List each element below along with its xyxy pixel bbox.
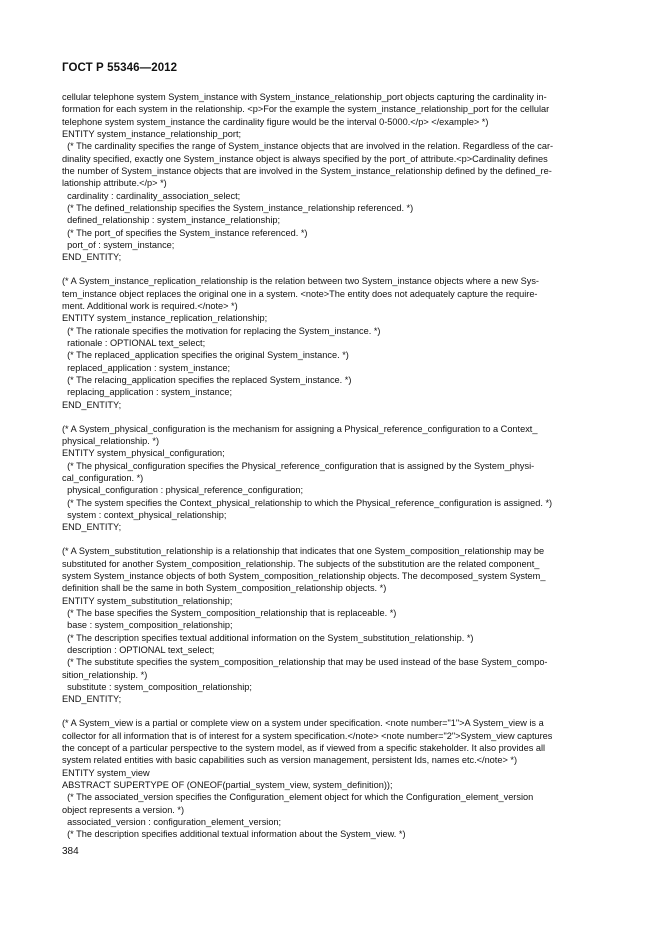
text-line: (* The associated_version specifies the Configuration_element object for which the Configuration_element_version bbox=[62, 792, 534, 803]
text-line: system System_instance objects of both System_composition_relationship objects. The decomposed_system System_ bbox=[62, 570, 546, 581]
text-line: collector for all information that is of interest for a system specification.</note> <note number="2">System_view captures bbox=[62, 730, 553, 741]
text-line: base : system_composition_relationship; bbox=[62, 620, 233, 631]
text-line: (* The system specifies the Context_physical_relationship to which the Physical_reference_configuration is assigned. *) bbox=[62, 497, 553, 508]
text-line: formation for each system in the relationship. <p>For the example the system_instance_relationship_port for the cellular bbox=[62, 104, 550, 115]
paragraph-gap bbox=[62, 706, 602, 718]
text-line: ENTITY system_instance_relationship_port; bbox=[62, 129, 242, 140]
text-line: ENTITY system_physical_configuration; bbox=[62, 448, 225, 459]
text-line: (* The description specifies textual additional information on the System_substitution_relationship. *) bbox=[62, 632, 474, 643]
text-line: substituted for another System_composition_relationship. The subjects of the substitution are the related component_ bbox=[62, 558, 540, 569]
paragraph-gap bbox=[62, 411, 602, 423]
entity-block bbox=[62, 275, 602, 411]
text-line: (* The base specifies the System_composition_relationship that is replaceable. *) bbox=[62, 607, 397, 618]
paragraph-gap bbox=[62, 264, 602, 276]
text-line: ment. Additional work is required.</note> *) bbox=[62, 301, 238, 311]
text-line: description : OPTIONAL text_select; bbox=[62, 644, 215, 655]
text-line: (* A System_substitution_relationship is a relationship that indicates that one System_composition_relationship may be bbox=[62, 546, 545, 557]
text-line: END_ENTITY; bbox=[62, 522, 122, 533]
text-line: END_ENTITY; bbox=[62, 252, 122, 263]
text-line: telephone system system_instance the cardinality figure would be the interval 0-5000.</p> </example> *) bbox=[62, 116, 489, 127]
text-line: system related entities with basic capabilities such as version management, persistent Ids, names etc.</note> *) bbox=[62, 755, 518, 766]
text-line: lationship attribute.</p> *) bbox=[62, 178, 167, 189]
text-line: cellular telephone system System_instance with System_instance_relationship_port objects capturing the cardinality in- bbox=[62, 92, 547, 102]
entity-block bbox=[62, 91, 602, 264]
text-line: cal_configuration. *) bbox=[62, 472, 144, 483]
text-line: (* A System_instance_replication_relationship is the relation between two System_instance objects where a new Sys- bbox=[62, 276, 539, 287]
text-line: replaced_application : system_instance; bbox=[62, 362, 231, 373]
text-line: ENTITY system_view bbox=[62, 767, 150, 778]
text-line: (* The cardinality specifies the range of System_instance objects that are involved in the relation. Regardless of the car- bbox=[62, 141, 554, 152]
text-line: dinality specified, exactly one System_instance object is always specified by the port_of attribute.<p>Cardinality defines bbox=[62, 153, 548, 164]
text-line: physical_relationship. *) bbox=[62, 435, 160, 446]
text-line: ENTITY system_instance_replication_relationship; bbox=[62, 313, 268, 324]
text-line: replacing_application : system_instance; bbox=[62, 387, 233, 398]
text-line: cardinality : cardinality_association_select; bbox=[62, 190, 241, 201]
text-line: substitute : system_composition_relationship; bbox=[62, 681, 252, 692]
text-line: (* A System_physical_configuration is the mechanism for assigning a Physical_reference_configuration to a Context_ bbox=[62, 423, 538, 434]
text-line: (* The defined_relationship specifies the System_instance_relationship referenced. *) bbox=[62, 203, 414, 214]
entity-block bbox=[62, 423, 602, 534]
text-line: (* The physical_configuration specifies the Physical_reference_configuration that is assigned by the System_physi- bbox=[62, 460, 535, 471]
text-line: system : context_physical_relationship; bbox=[62, 510, 227, 520]
text-line: defined_relationship : system_instance_relationship; bbox=[62, 215, 281, 226]
text-line: END_ENTITY; bbox=[62, 399, 122, 410]
text-line: definition shall be the same in both System_composition_relationship objects. *) bbox=[62, 583, 387, 594]
text-line: tem_instance object replaces the original one in a system. <note>The entity does not adequately capture the require- bbox=[62, 288, 538, 299]
entity-block bbox=[62, 717, 602, 840]
page-number: 384 bbox=[62, 846, 79, 857]
text-line: (* The relacing_application specifies the replaced System_instance. *) bbox=[62, 375, 352, 386]
paragraph-gap bbox=[62, 534, 602, 546]
entity-block bbox=[62, 545, 602, 705]
text-line: rationale : OPTIONAL text_select; bbox=[62, 338, 206, 349]
text-line: (* The replaced_application specifies the original System_instance. *) bbox=[62, 350, 349, 361]
text-line: physical_configuration : physical_reference_configuration; bbox=[62, 485, 304, 496]
text-line: (* A System_view is a partial or complete view on a system under specification. <note number="1">A System_view is a bbox=[62, 718, 544, 729]
text-line: sition_relationship. *) bbox=[62, 669, 148, 680]
standard-header: ГОСТ Р 55346—2012 bbox=[62, 62, 178, 74]
text-line: (* The rationale specifies the motivation for replacing the System_instance. *) bbox=[62, 325, 381, 336]
text-line: associated_version : configuration_element_version; bbox=[62, 816, 282, 827]
text-line: END_ENTITY; bbox=[62, 694, 122, 705]
text-line: (* The description specifies additional textual information about the System_view. *) bbox=[62, 829, 406, 840]
text-line: the number of System_instance objects that are involved in the System_instance_relationship defined by the defined_re- bbox=[62, 166, 552, 177]
document-body bbox=[62, 91, 602, 841]
text-line: (* The port_of specifies the System_instance referenced. *) bbox=[62, 227, 308, 238]
text-line: object represents a version. *) bbox=[62, 804, 185, 815]
text-line: ABSTRACT SUPERTYPE OF (ONEOF(partial_system_view, system_definition)); bbox=[62, 779, 393, 790]
text-line: ENTITY system_substitution_relationship; bbox=[62, 595, 233, 606]
text-line: (* The substitute specifies the system_composition_relationship that may be used instead of the base System_compo- bbox=[62, 657, 548, 668]
text-line: port_of : system_instance; bbox=[62, 240, 175, 251]
text-line: the concept of a particular perspective to the system model, as if viewed from a specific stakeholder. It also provides all bbox=[62, 742, 546, 753]
